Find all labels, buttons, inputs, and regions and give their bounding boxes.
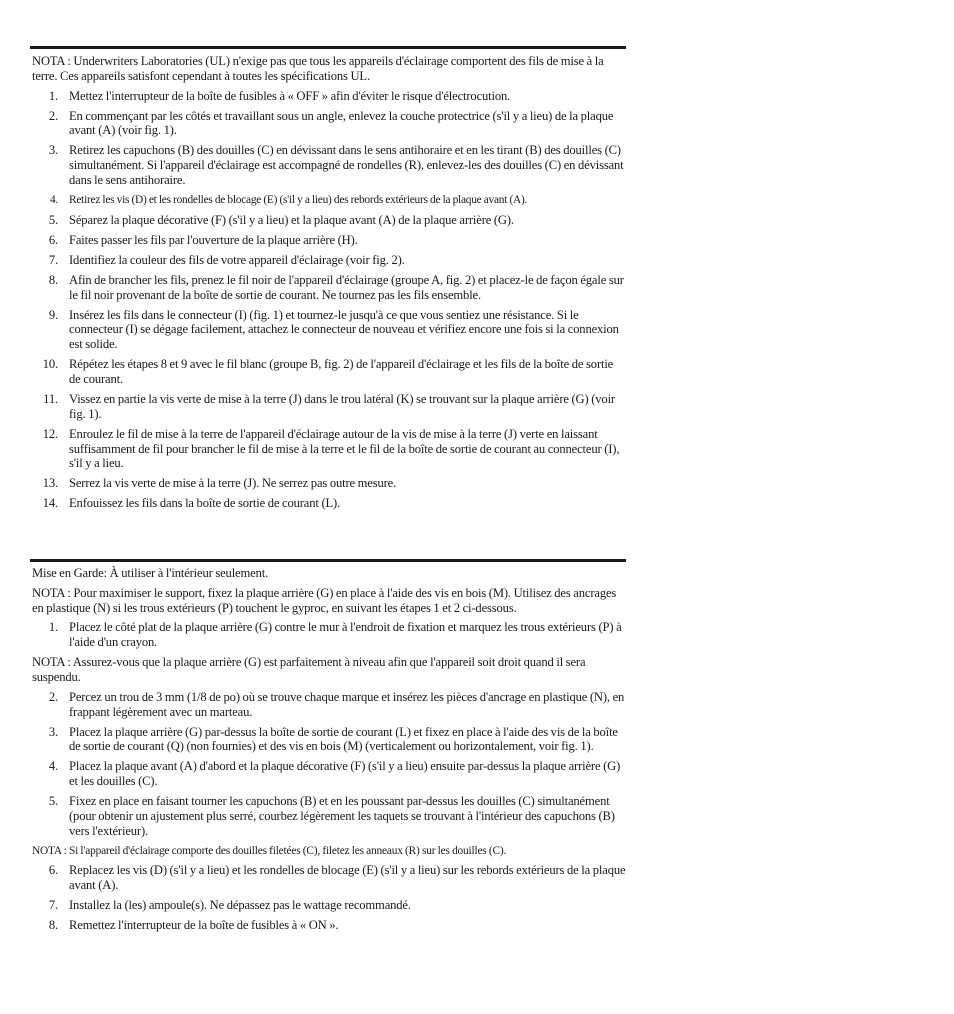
list-item [32, 213, 626, 228]
step-text: Placez la plaque arrière (G) par-dessus la boîte de sortie de courant (L) et fixez en place à l'aide des vis de la boîte de sortie de courant (Q) (non fournies) et des vis en bois (M) (verticalement ou horizontalement, voir fig. 1). [69, 724, 618, 754]
step-number: 10. [42, 357, 58, 372]
top-rule [30, 46, 626, 49]
step-number: 6. [48, 232, 58, 247]
step-text: Séparez la plaque décorative (F) (s'il y a lieu) et la plaque avant (A) de la plaque arrière (G). [69, 212, 514, 227]
step-number: 6. [48, 863, 58, 878]
step-text: Replacez les vis (D) (s'il y a lieu) et les rondelles de blocage (E) (s'il y a lieu) sur les rebords extérieurs de la plaque avant (A). [69, 863, 626, 893]
list-item [32, 725, 626, 755]
install-steps-list-1 [32, 620, 626, 650]
step-number: 7. [48, 252, 58, 267]
list-item [32, 253, 626, 268]
step-number: 13. [42, 476, 58, 491]
step-number: 2. [48, 108, 58, 123]
step-number: 3. [48, 724, 58, 739]
list-item [32, 918, 626, 933]
list-item [32, 476, 626, 491]
middle-rule [30, 559, 626, 562]
step-number: 9. [48, 307, 58, 322]
list-item [32, 620, 626, 650]
step-text: Retirez les vis (D) et les rondelles de blocage (E) (s'il y a lieu) des rebords extérieurs de la plaque avant (A). [69, 193, 528, 206]
threaded-socket-note: NOTA : Si l'appareil d'éclairage comporte des douilles filetées (C), filetez les anneaux (R) sur les douilles (C). [32, 844, 507, 857]
step-number: 2. [48, 689, 58, 704]
step-number: 7. [48, 898, 58, 913]
list-item [32, 898, 626, 913]
step-number: 8. [48, 918, 58, 933]
install-steps-list-3 [32, 863, 626, 933]
step-text: Remettez l'interrupteur de la boîte de fusibles à « ON ». [69, 918, 339, 933]
list-item [32, 357, 626, 387]
step-text: Placez le côté plat de la plaque arrière (G) contre le mur à l'endroit de fixation et marquez les trous extérieurs (P) à l'aide d'un crayon. [69, 620, 622, 650]
step-number: 4. [48, 759, 58, 774]
step-text: Fixez en place en faisant tourner les capuchons (B) et en les poussant par-dessus les douilles (C) simultanément (pour obtenir un ajustement plus serré, courbez légèrement les taquets se trouvant à l'intérieur des capuchons (B) vers l'extérieur). [69, 794, 615, 838]
step-text: En commençant par les côtés et travaillant sous un angle, enlevez la couche protectrice (s'il y a lieu) de la plaque avant (A) (voir fig. 1). [69, 108, 614, 138]
step-text: Retirez les capuchons (B) des douilles (C) en dévissant dans le sens antihoraire et en les tirant (B) des douilles (C) simultanément. Si l'appareil d'éclairage est accompagné de rondelles (R), enlevez-les des douilles (C) en dévissant dans le sens antihoraire. [69, 143, 624, 187]
list-item [32, 109, 626, 139]
step-number: 14. [42, 496, 58, 511]
step-number: 12. [42, 426, 58, 441]
step-text: Enroulez le fil de mise à la terre de l'appareil d'éclairage autour de la vis de mise à la terre (J) verte en laissant suffisamment de fil pour brancher le fil de mise à la terre et le fil de la boîte de sortie de courant au connecteur (I), s'il y a lieu. [69, 426, 620, 471]
step-text: Identifiez la couleur des fils de votre appareil d'éclairage (voir fig. 2). [69, 252, 405, 267]
step-text: Insérez les fils dans le connecteur (I) (fig. 1) et tournez-le jusqu'à ce que vous sentiez une résistance. Si le connecteur (I) se dégage facilement, attachez le connecteur de nouveau et vérifiez encore une fois si la connexion est solide. [69, 307, 619, 352]
list-item [32, 863, 626, 893]
step-text: Répétez les étapes 8 et 9 avec le fil blanc (groupe B, fig. 2) de l'appareil d'éclairage et les fils de la boîte de sortie de courant. [69, 357, 614, 387]
step-text: Afin de brancher les fils, prenez le fil noir de l'appareil d'éclairage (groupe A, fig. 2) et placez-le de façon égale sur le fil noir provenant de la boîte de sortie de courant. Ne tournez pas les fils ensemble. [69, 272, 624, 302]
wiring-steps-list [32, 89, 626, 512]
step-number: 4. [49, 193, 58, 206]
install-steps-list-2 [32, 690, 626, 839]
step-number: 8. [48, 272, 58, 287]
list-item [32, 690, 626, 720]
step-number: 1. [48, 88, 58, 103]
list-item [32, 392, 626, 422]
ul-note: NOTA : Underwriters Laboratories (UL) n'exige pas que tous les appareils d'éclairage comportent des fils de mise à la terre. Ces appareils satisfont cependant à toutes les spécifications UL. [32, 54, 604, 83]
step-number: 3. [48, 143, 58, 158]
list-item [32, 143, 626, 187]
caution-text: Mise en Garde: À utiliser à l'intérieur seulement. [32, 566, 269, 580]
step-text: Vissez en partie la vis verte de mise à la terre (J) dans le trou latéral (K) se trouvant sur la plaque arrière (G) (voir fig. 1). [69, 392, 615, 421]
step-text: Faites passer les fils par l'ouverture de la plaque arrière (H). [69, 232, 358, 247]
step-text: Placez la plaque avant (A) d'abord et la plaque décorative (F) (s'il y a lieu) ensuite par-dessus la plaque arrière (G) et les douilles (C). [69, 759, 621, 789]
support-note: NOTA : Pour maximiser le support, fixez la plaque arrière (G) en place à l'aide des vis en bois (M). Utilisez des ancrages en plastique (N) si les trous extérieurs (P) touchent le gyproc, en suivant les étapes 1 et 2 ci-dessous. [32, 585, 617, 615]
list-item [32, 89, 626, 104]
step-text: Enfouissez les fils dans la boîte de sortie de courant (L). [69, 496, 341, 511]
step-text: Percez un trou de 3 mm (1/8 de po) où se trouve chaque marque et insérez les pièces d'ancrage en plastique (N), en frappant légèrement avec un marteau. [69, 689, 625, 719]
list-item [32, 193, 626, 208]
step-number: 5. [48, 794, 58, 809]
installation-instructions-section [32, 566, 626, 938]
step-number: 11. [43, 392, 58, 407]
wiring-instructions-section [32, 54, 626, 516]
list-item [32, 233, 626, 248]
step-text: Mettez l'interrupteur de la boîte de fusibles à « OFF » afin d'éviter le risque d'électrocution. [69, 88, 511, 103]
list-item [32, 496, 626, 511]
list-item [32, 273, 626, 303]
list-item [32, 759, 626, 789]
step-text: Installez la (les) ampoule(s). Ne dépassez pas le wattage recommandé. [69, 898, 411, 913]
step-number: 5. [48, 212, 58, 227]
step-number: 1. [48, 620, 58, 635]
list-item [32, 427, 626, 471]
list-item [32, 308, 626, 352]
step-text: Serrez la vis verte de mise à la terre (J). Ne serrez pas outre mesure. [69, 476, 397, 491]
list-item [32, 794, 626, 838]
level-note: NOTA : Assurez-vous que la plaque arrière (G) est parfaitement à niveau afin que l'appareil soit droit quand il sera suspendu. [32, 655, 586, 684]
